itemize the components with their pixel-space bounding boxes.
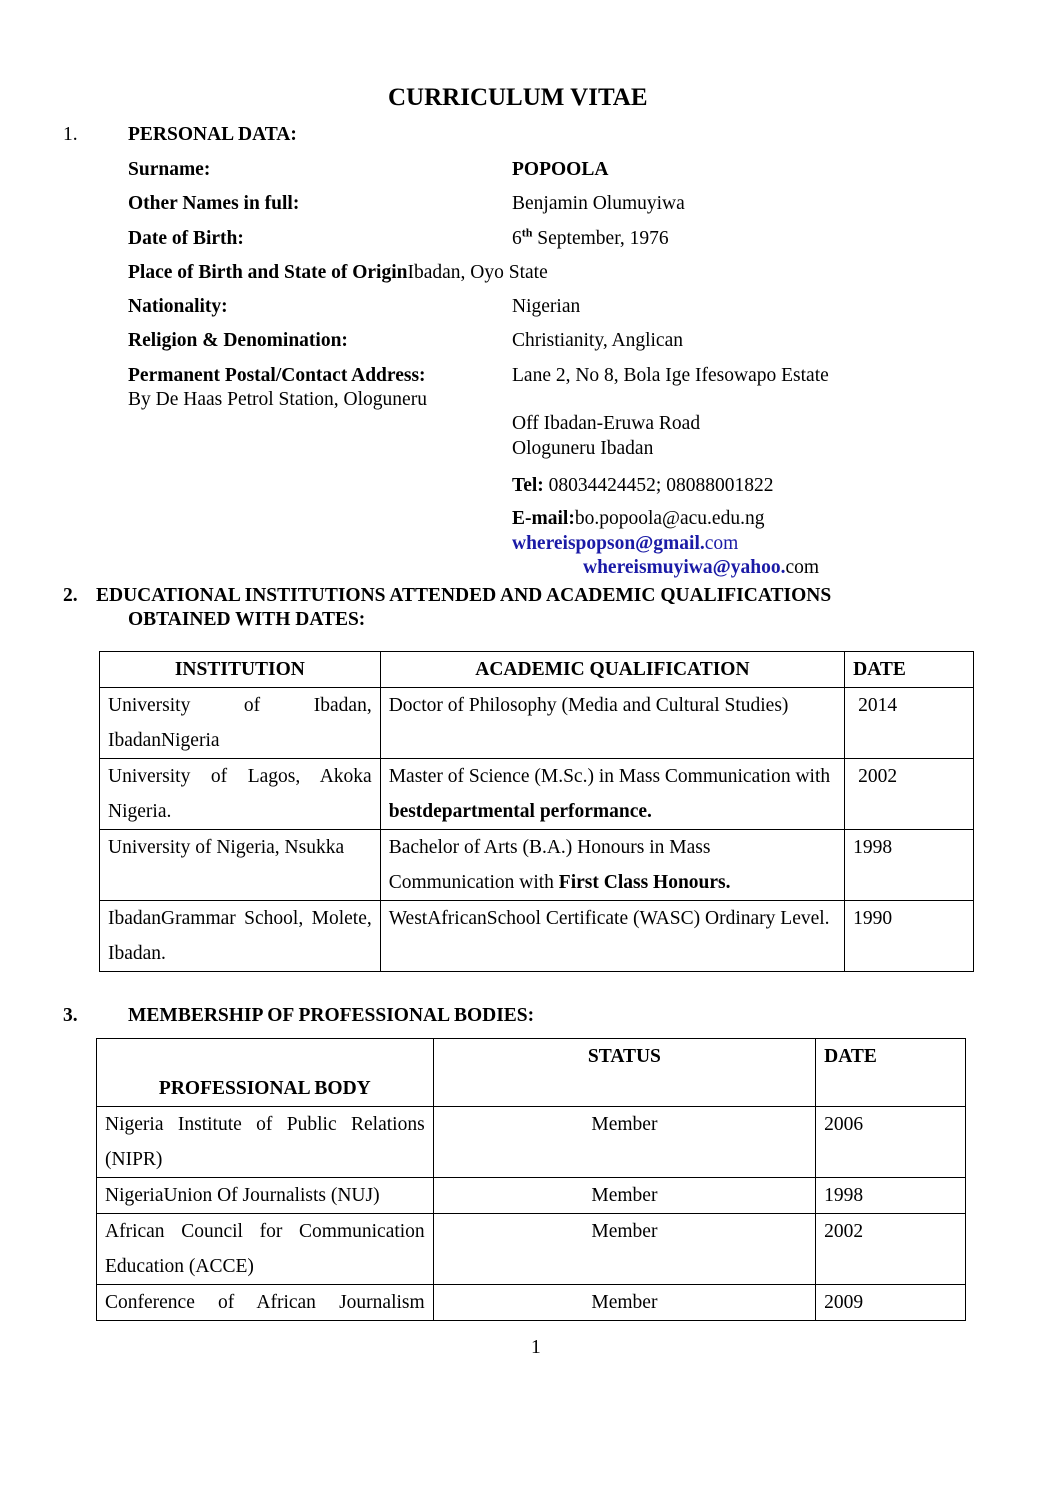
telephone-line [512,475,773,497]
qualification-cell: Bachelor of Arts (B.A.) Honours in Mass Communication with First Class Honours. [380,830,844,901]
telephone-value: 08034424452; 08088001822 [543,475,774,496]
address-line-2: Off Ibadan-Eruwa Road [512,413,701,434]
qualification-cell: WestAfricanSchool Certificate (WASC) Ordinary Level. [380,901,844,972]
status-cell: Member [433,1178,815,1214]
nationality-value: Nigerian [512,296,581,317]
pob-label: Place of Birth and State of Origin [128,262,408,283]
section-1-number: 1. [63,124,78,145]
header-date: DATE [845,652,974,688]
date-cell: 2002 [845,759,974,830]
member-date-cell: 2002 [816,1214,966,1285]
section-1-heading: PERSONAL DATA: [128,124,297,145]
address-line-3: Ologuneru Ibadan [512,438,654,459]
header-member-date: DATE [816,1039,966,1107]
table-row [97,1107,966,1178]
qualification-cell: Master of Science (M.Sc.) in Mass Communication with bestdepartmental performance. [380,759,844,830]
membership-header-row [97,1039,966,1107]
table-row [100,759,974,830]
email-value-1: bo.popoola@acu.edu.ng [574,508,765,529]
date-cell: 2014 [845,688,974,759]
dob-label: Date of Birth: [128,228,244,249]
body-cell: Nigeria Institute of Public Relations (NIPR) [97,1107,434,1178]
surname-label: Surname: [128,159,211,180]
body-cell: African Council for Communication Education (ACCE) [97,1214,434,1285]
address-label: Permanent Postal/Contact Address: [128,365,426,386]
body-cell: NigeriaUnion Of Journalists (NUJ) [97,1178,434,1214]
table-row [100,901,974,972]
section-2-heading-line-1: EDUCATIONAL INSTITUTIONS ATTENDED AND ACADEMIC QUALIFICATIONS [96,585,832,606]
institution-cell: University of Lagos, Akoka Nigeria. [100,759,381,830]
section-3-number: 3. [63,1005,78,1026]
other-names-value: Benjamin Olumuyiwa [512,193,685,214]
dob-value: 6th September, 1976 [512,225,669,249]
pob-value: Ibadan, Oyo State [407,262,548,283]
membership-table [96,1038,966,1321]
section-2-heading-line-2: OBTAINED WITH DATES: [128,609,366,630]
header-professional-body: PROFESSIONAL BODY [97,1039,434,1107]
date-cell: 1998 [845,830,974,901]
status-cell: Member [433,1285,815,1321]
education-table [99,651,974,972]
body-cell: Conference of African Journalism [97,1285,434,1321]
email-label: E-mail: [512,508,575,529]
qualification-cell: Doctor of Philosophy (Media and Cultural Studies) [380,688,844,759]
table-row [100,688,974,759]
address-line-1: Lane 2, No 8, Bola Ige Ifesowapo Estate [512,365,829,386]
table-row [97,1285,966,1321]
institution-cell: University of Nigeria, Nsukka [100,830,381,901]
religion-label: Religion & Denomination: [128,330,348,351]
section-3-heading: MEMBERSHIP OF PROFESSIONAL BODIES: [128,1005,535,1026]
member-date-cell: 2009 [816,1285,966,1321]
header-status: STATUS [433,1039,815,1107]
telephone-label: Tel: [512,475,544,496]
status-cell: Member [433,1214,815,1285]
header-institution: INSTITUTION [100,652,381,688]
education-header-row [100,652,974,688]
status-cell: Member [433,1107,815,1178]
section-2-number: 2. [63,585,78,606]
email-link-3[interactable]: whereismuyiwa@yahoo.com [583,557,820,578]
table-row [97,1214,966,1285]
email-line [512,508,764,530]
nationality-label: Nationality: [128,296,228,317]
surname-value: POPOOLA [512,159,609,180]
email-link-2[interactable]: whereispopson@gmail.com [512,533,739,554]
header-qualification: ACADEMIC QUALIFICATION [380,652,844,688]
date-cell: 1990 [845,901,974,972]
member-date-cell: 2006 [816,1107,966,1178]
table-row [100,830,974,901]
other-names-label: Other Names in full: [128,193,300,214]
member-date-cell: 1998 [816,1178,966,1214]
pob-line [128,262,548,284]
page-number: 1 [531,1337,541,1358]
document-title: CURRICULUM VITAE [388,84,648,111]
religion-value: Christianity, Anglican [512,330,683,351]
table-row [97,1178,966,1214]
institution-cell: University of Ibadan, IbadanNigeria [100,688,381,759]
address-extra-line: By De Haas Petrol Station, Ologuneru [128,389,427,410]
institution-cell: IbadanGrammar School, Molete, Ibadan. [100,901,381,972]
